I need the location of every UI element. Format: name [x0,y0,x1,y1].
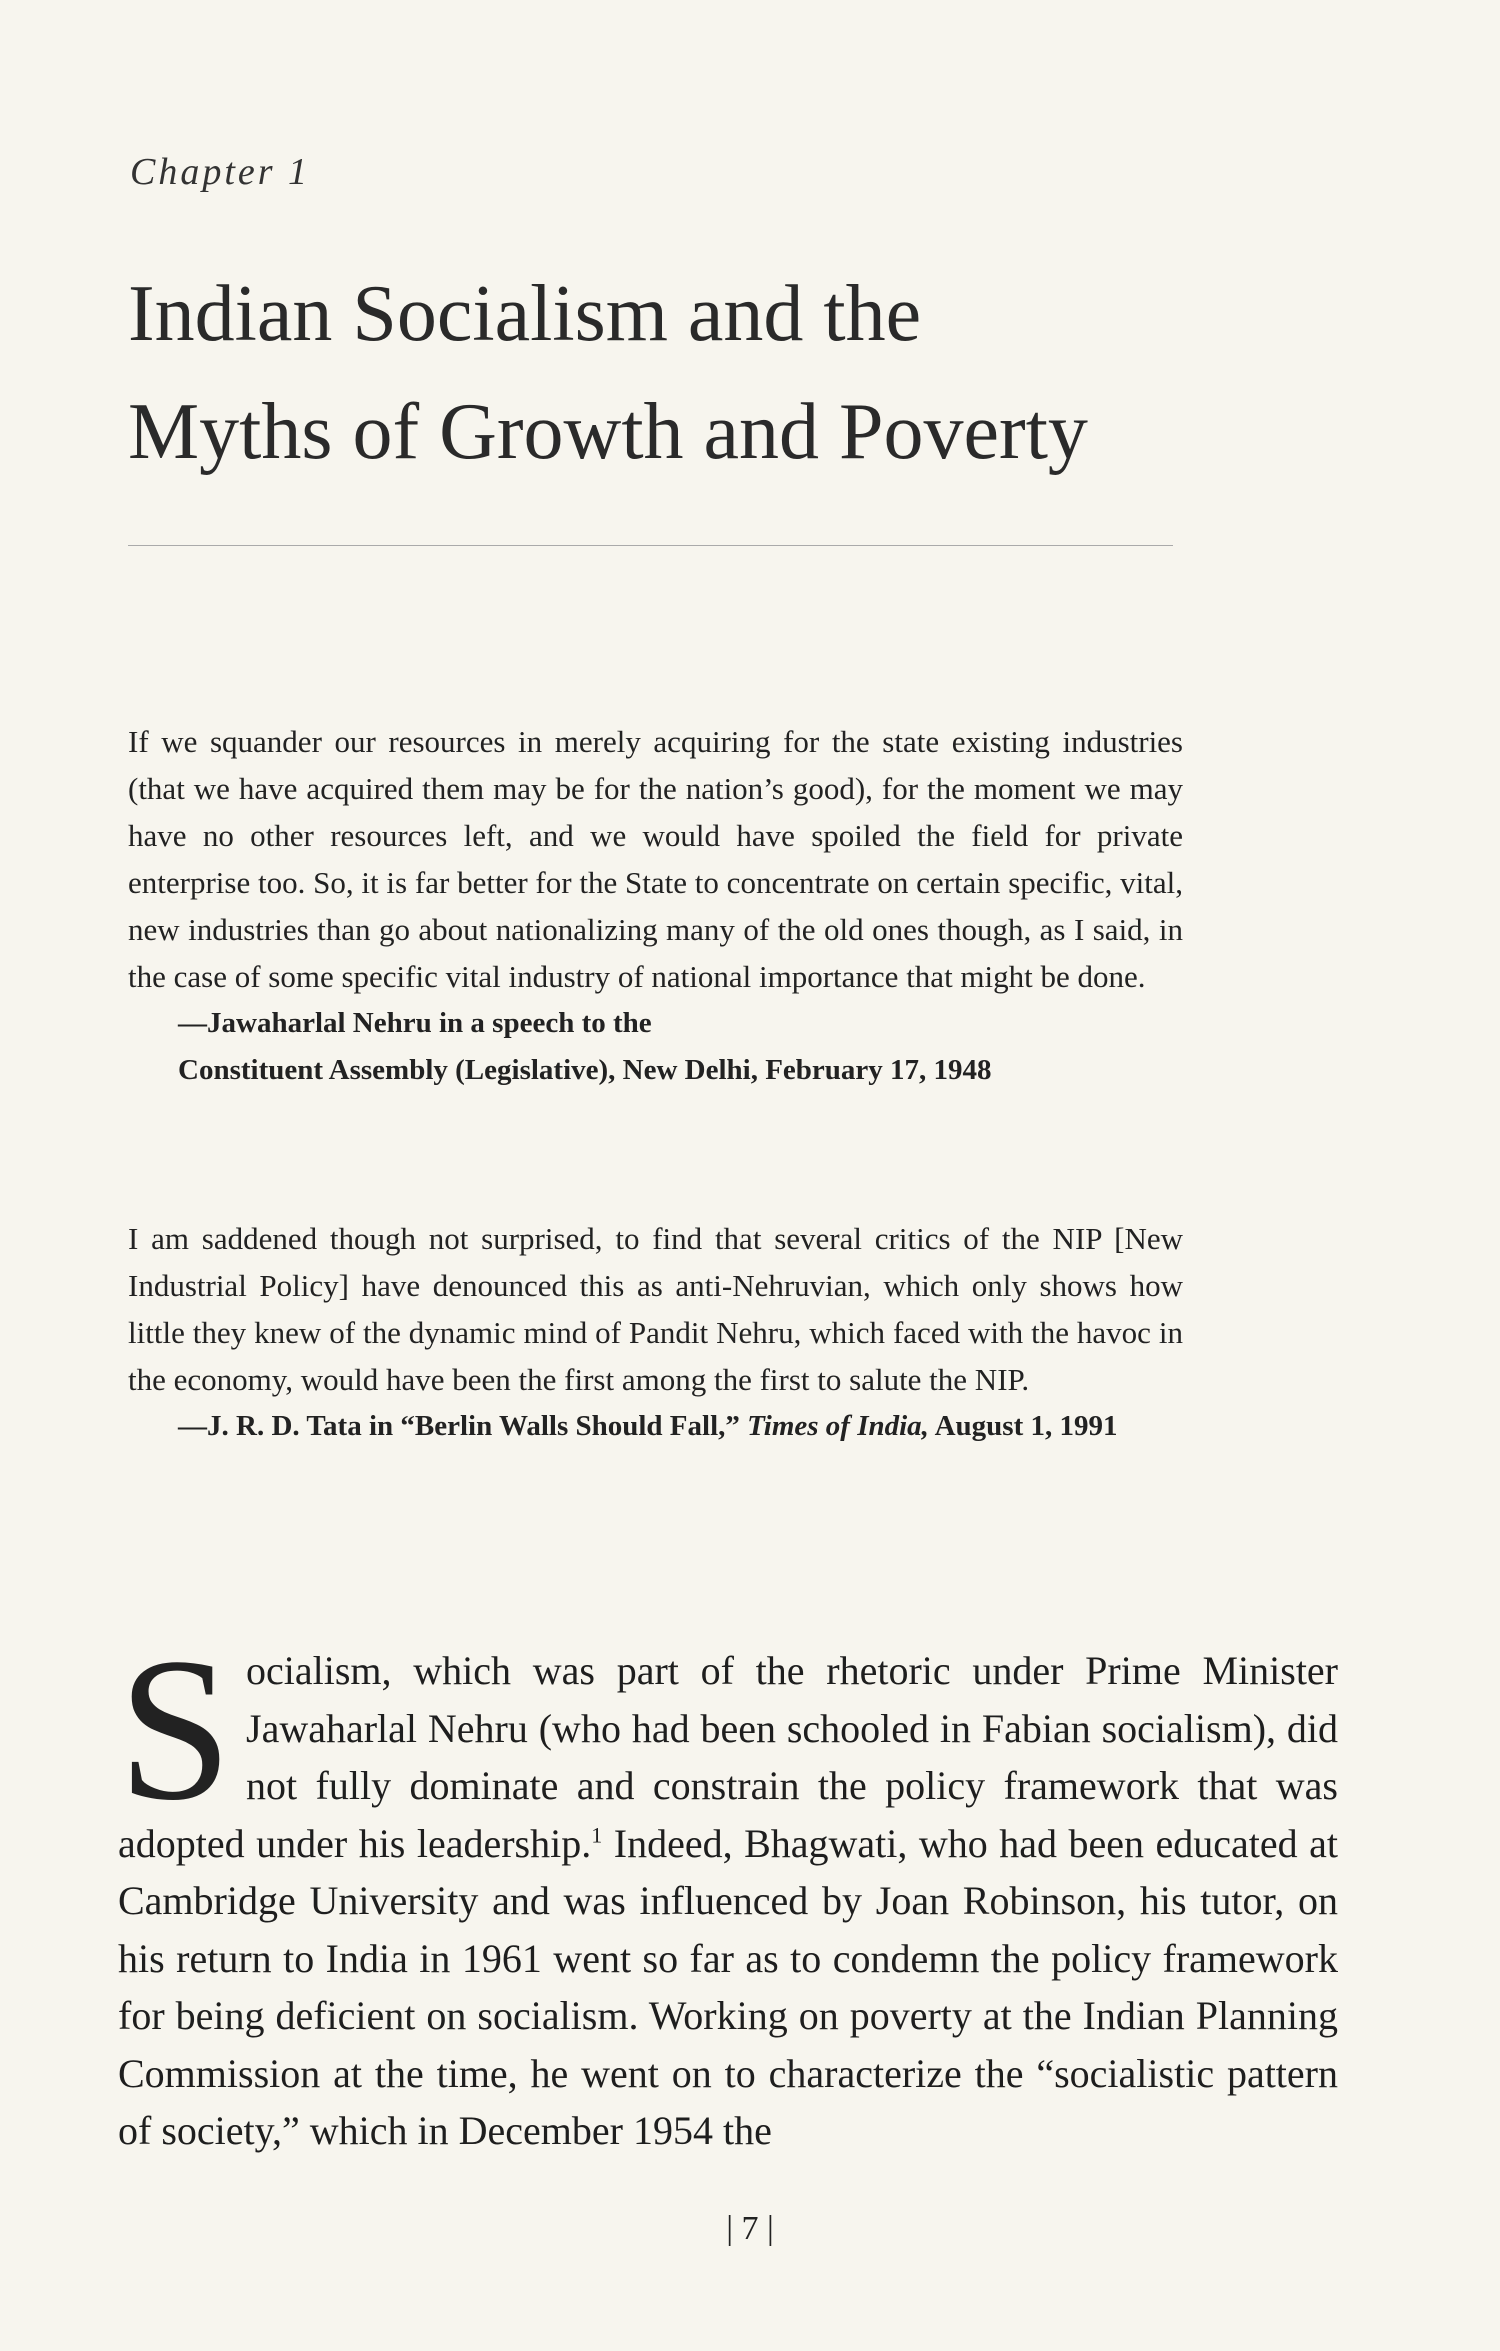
attribution-prefix: —J. R. D. Tata in “Berlin Walls Should Fall,” [178,1410,740,1442]
title-divider [128,545,1173,546]
epigraph-text: If we squander our resources in merely acquiring for the state existing industries (that we have acquired them may be for the nation’s good), for the moment we may have no other resources left, and we would have spoiled the field for private enterprise too. So, it is far better for the State to concentrate on certain specific, vital, new industries than go about nationalizing many of the old ones though, as I said, in the case of some specific vital industry of national importance that might be done. [128,724,1183,994]
chapter-title-line2: Myths of Growth and Poverty [128,388,1088,476]
body-text-part2: Indeed, Bhagwati, who had been educated at Cambridge University and was influenced by Joan Robinson, his tutor, on his return to India in 1961 went so far as to condemn the policy framework for being deficient on socialism. Working on poverty at the Indian Planning Commission at the time, he went on to characterize the “socialistic pattern of society,” which in December 1954 the [118,1820,1339,2153]
footnote-marker[interactable]: 1 [591,1822,603,1848]
epigraph-text: I am saddened though not surprised, to find that several critics of the NIP [New Industrial Policy] have denounced this as anti-Nehruvian, which only shows how little they knew of the dynamic mind of Pandit Nehru, which faced with the havoc in the economy, would have been the first among the first to salute the NIP. [128,1221,1183,1397]
epigraph-tata [128,1215,1183,1450]
body-text-part1: ocialism, which was part of the rhetoric under Prime Minister Jawaharlal Nehru (who had been schooled in Fabian socialism), did not fully dominate and constrain the policy framework that was adopted under his leadership. [118,1648,1338,1866]
chapter-title-line1: Indian Socialism and the [128,270,922,358]
body-paragraph [118,1616,1339,2160]
epigraph-attribution-line2: Constituent Assembly (Legislative), New Delhi, February 17, 1948 [178,1054,992,1086]
page-number: | 7 | [726,2210,774,2247]
attribution-date: August 1, 1991 [934,1410,1118,1442]
chapter-title [128,255,1228,491]
epigraph-attribution [128,1403,1183,1450]
epigraph-nehru [128,718,1183,1094]
chapter-label: Chapter 1 [130,151,311,193]
body-text [118,1616,1339,2160]
drop-cap: S [118,1616,233,1843]
epigraph-attribution-line1: —Jawaharlal Nehru in a speech to the [178,1007,652,1039]
attribution-source: Times of India, [747,1410,929,1442]
